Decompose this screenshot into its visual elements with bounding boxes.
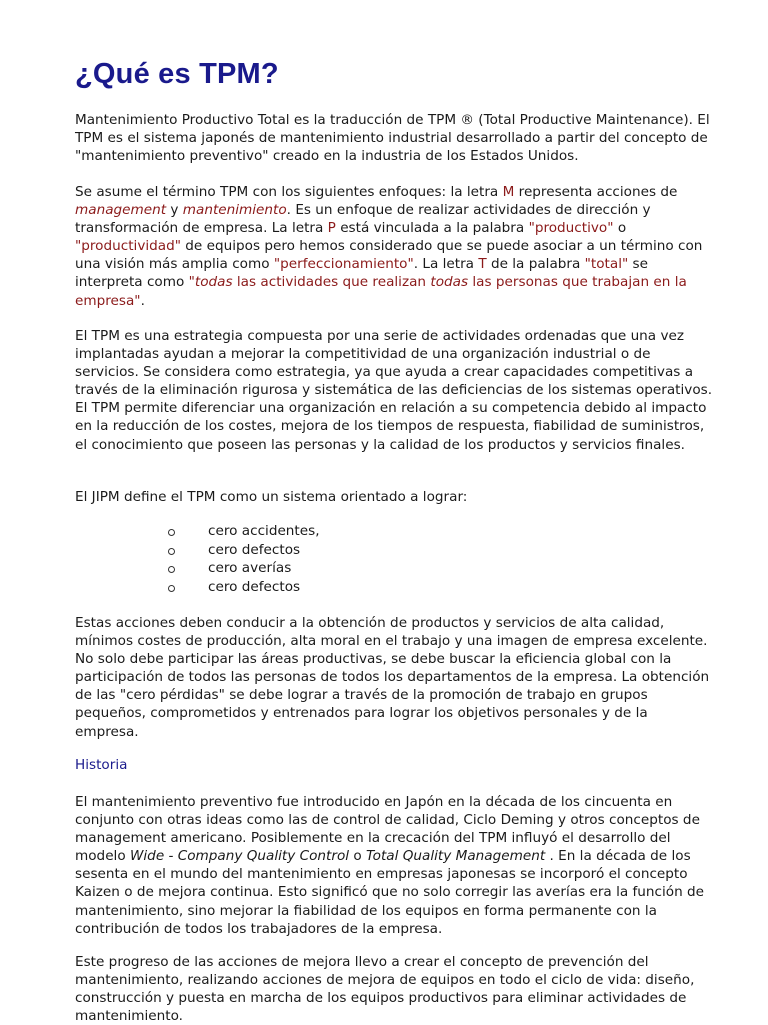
page-title: ¿Qué es TPM?: [75, 58, 279, 90]
term-todas: todas: [430, 274, 469, 291]
list-item: [168, 541, 320, 560]
quote-text: las actividades que realizan: [232, 274, 431, 291]
term-wide-company: Wide - Company Quality Control: [129, 848, 350, 865]
actions-paragraph: Estas acciones deben conducir a la obtención de productos y servicios de alta calidad, mínimos costes de producción, alta moral en el trabajo y una imagen de empresa excelente. No solo debe participar las áreas productivas, se debe buscar la eficiencia global con la participación de todos las personas de todos los departamentos de la empresa. La obtención de las "cero pérdidas" se debe lograr a través de la promoción de trabajo en grupos pequeños, comprometidos y entrenados para lograr los objetivos personales y de la empresa.: [75, 615, 710, 740]
list-item-text: cero accidentes,: [208, 523, 320, 539]
text-span: . La letra: [413, 256, 479, 273]
intro-paragraph: Mantenimiento Productivo Total es la traducción de TPM ® (Total Productive Maintenance). El TPM es el sistema japonés de mantenimiento industrial desarrollado a partir del concepto de "mantenimiento preventivo" creado en la industria de los Estados Unidos.: [75, 112, 710, 165]
history-paragraph: [75, 793, 715, 938]
text-span: .: [140, 292, 145, 309]
term-total: "total": [584, 256, 629, 273]
strategy-paragraph: El TPM es una estrategia compuesta por una serie de actividades ordenadas que una vez implantadas ayudan a mejorar la competitividad de una organización industrial o de servicios. Se considera como estrategia, ya que ayuda a crear capacidades competitivas a través de la eliminación rigurosa y sistemática de las deficiencias de los sistemas operativos. El TPM permite diferenciar una organización en relación a su competencia debido al impacto en la reducción de los costes, mejora de los tiempos de respuesta, fiabilidad de suministros, el conocimiento que poseen las personas y la calidad de los productos y servicios finales.: [75, 328, 713, 453]
list-item-text: cero averías: [208, 560, 292, 576]
term-productividad: "productividad": [75, 238, 181, 255]
historia-link[interactable]: Historia: [75, 757, 128, 773]
list-item: [168, 522, 320, 541]
list-item-text: cero defectos: [208, 578, 301, 595]
term-tqm: Total Quality Management: [366, 848, 546, 865]
term-perfeccionamiento: "perfeccionamiento": [273, 256, 414, 273]
text-span: El mantenimiento preventivo fue introducido en Japón en la década de los cincuenta en conjunto con otras ideas como las de control de calidad, Ciclo Deming y otros conceptos de management americano. Posiblemente en la crecación del TPM influyó el desarrollo del modelo: [75, 794, 700, 865]
list-item-text: cero defectos: [208, 541, 301, 558]
circle-bullet-icon: [168, 585, 175, 592]
progress-paragraph: Este progreso de las acciones de mejora llevo a crear el concepto de prevención del mantenimiento, realizando acciones de mejora de equipos en todo el ciclo de vida: diseño, construcción y puesta en marcha de los equipos productivos para eliminar actividades de mantenimiento.: [75, 954, 695, 1025]
tpm-letters-paragraph: [75, 183, 715, 310]
text-span: o: [349, 848, 367, 865]
text-span: o: [613, 220, 627, 237]
text-span: se interpreta como: [75, 256, 649, 291]
term-management: management: [75, 202, 167, 219]
circle-bullet-icon: [168, 529, 175, 536]
text-span: de la palabra: [486, 256, 585, 273]
quote-mark: ": [188, 274, 195, 291]
text-span: está vinculada a la palabra: [335, 220, 529, 237]
quote-text: las personas que trabajan en la empresa": [75, 274, 687, 309]
jipm-paragraph: El JIPM define el TPM como un sistema orientado a lograr:: [75, 489, 468, 505]
circle-bullet-icon: [168, 566, 175, 573]
letter-t: T: [478, 256, 487, 273]
text-span: y: [166, 202, 183, 219]
text-span: representa acciones de: [514, 184, 678, 200]
text-span: . En la década de los sesenta en el mundo del mantenimiento en empresas japonesas se incorporó el concepto Kaizen o de mejora continua. Esto significó que no solo corregir las averías era la función de mantenimiento, sino mejorar la fiabilidad de los equipos en forma permanente con la contribución de todos los trabajadores de la empresa.: [75, 848, 705, 937]
list-item: [168, 559, 320, 578]
goals-list: [168, 522, 320, 596]
list-item: [168, 578, 320, 597]
letter-m: M: [502, 184, 515, 200]
term-mantenimiento: mantenimiento: [182, 202, 287, 219]
term-productivo: "productivo": [528, 220, 614, 237]
text-span: de equipos pero hemos considerado que se puede asociar a un término con una visión más amplia como: [75, 238, 703, 273]
text-span: . Es un enfoque de realizar actividades de dirección y transformación de empresa. La letra: [75, 202, 651, 237]
term-todas: todas: [194, 274, 233, 291]
circle-bullet-icon: [168, 548, 175, 555]
text-span: Se asume el término TPM con los siguientes enfoques: la letra: [75, 184, 503, 200]
letter-p: P: [327, 220, 336, 237]
